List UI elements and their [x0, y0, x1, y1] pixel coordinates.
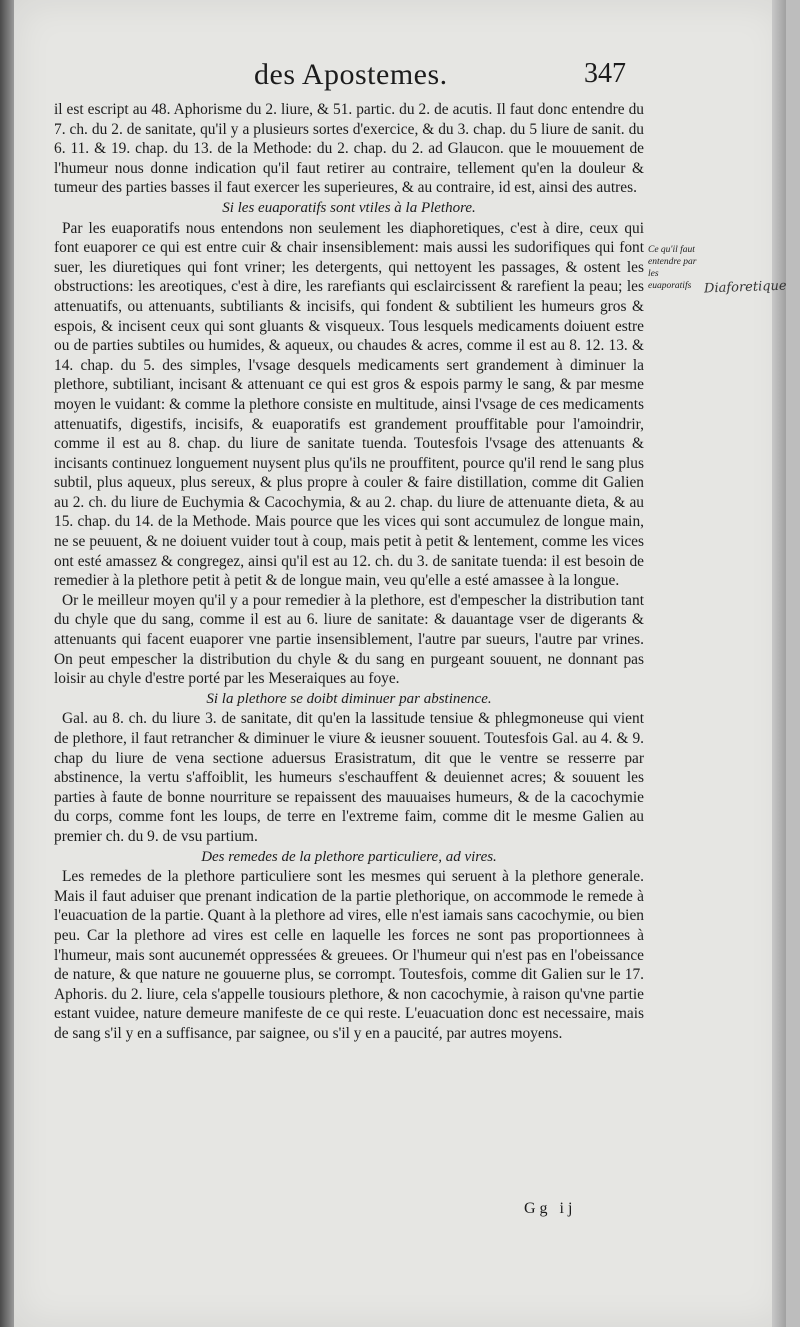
- margin-note: Ce qu'il faut entendre par les euaporatifs: [648, 245, 697, 291]
- page-edge: [772, 0, 786, 1327]
- page-number: 347: [584, 58, 626, 89]
- running-title: des Apostemes.: [254, 58, 448, 91]
- page-gutter: [0, 0, 14, 1327]
- main-text: [54, 100, 644, 1044]
- paragraph: Or le meilleur moyen qu'il y a pour remedier à la plethore, est d'empescher la distribution tant du chyle que du sang, comme il est au 6. liure de sanitate: & dauantage vser de digerants & attenuants qui facent euaporer vne partie insensiblement, l'autre par sueurs, l'autre par vrines. On peut empescher la distribution du chyle & du sang en purgeant souuent, ne donnant pas loisir au chyle d'estre porté par les Meseraiques au foye.: [54, 591, 644, 688]
- running-head: [54, 58, 654, 98]
- handwritten-annotation: Diaforetique: [703, 278, 787, 297]
- paragraph: il est escript au 48. Aphorisme du 2. liure, & 51. partic. du 2. de acutis. Il faut donc entendre du 7. ch. du 2. de sanitate, qu'il y a plusieurs sortes d'exercice, & du 3. chap. du 5 liure de sanit. du 6. 11. & 19. chap. du 13. de la Methode: du 2. chap. du 2. ad Glaucon. que le mouuement de l'humeur nous donne indication qu'il faut retirer au contraire, tellement qu'en la douleur & tumeur des parties basses il faut exercer les superieures, & au contraire, id est, ainsi des autres.: [54, 101, 644, 197]
- paragraph: Gal. au 8. ch. du liure 3. de sanitate, dit qu'en la lassitude tensiue & phlegmoneuse qui vient de plethore, il faut retrancher & diminuer le viure & ieusner souuent. Toutesfois Gal. au 4. & 9. chap du liure de vena sectione aduersus Erasistratum, dit que le ventre se resserre par abstinence, la vertu s'affoiblit, les humeurs s'eschauffent & deuiennet acres; & souuent les parties à faute de bonne nourriture se repaissent des mauuaises humeurs, & de la cacochymie du corps, comme font les loups, de terre en l'extreme faim, comme dit le mesme Galien au premier ch. du 9. de vsu partium.: [54, 710, 644, 845]
- section-heading: Si la plethore se doibt diminuer par abstinence.: [206, 690, 492, 707]
- signature-mark: Gg ij: [524, 1200, 577, 1217]
- paragraph: Par les euaporatifs nous entendons non seulement les diaphoretiques, c'est à dire, ceux qui font euaporer ce qui est entre cuir & chair insensiblement: mais aussi les sudorifiques qui font suer, les diuretiques qui font vriner; les detergents, qui nettoyent les passages, & ostent les obstructions: les areotiques, c'est à dire, les rarefiants qui esclaircissent & rarefient la peau; les attenuatifs, ou attenuants, subtiliants & incisifs, qui fondent & subtilient les humeurs gros & espois, & incisent ceux qui sont gluants & visqueux. Tous lesquels medicaments doiuent estre ou de parties subtiles ou humides, & aqueux, ou chaudes & acres, comme il est au 8. 12. 13. & 14. chap. du 5. des simples, l'vsage desquels medicaments sert grandement à diminuer la plethore, subtiliant, incisant & attenuant ce qui est gros & espois parmy le sang, & par mesme moyen le vuidant: & comme la plethore consiste en multitude, ainsi l'vsage de ces medicaments attenuatifs, digestifs, incisifs, & euaporatifs est grandement prouffitable pour l'amoindrir, comme il est au 8. chap. du liure de sanitate tuenda. Toutesfois l'vsage des attenuants & incisants continuez longuement nuysent plus qu'ils ne prouffitent, pource qu'il rend le sang plus subtil, plus aqueux, plus sereux, & plus propre à couler & faire distillation, comme dit Galien au 2. ch. du liure de Euchymia & Cacochymia, & au 2. chap. du liure de attenuante dieta, & au 15. chap. du 14. de la Methode. Mais pource que les vices qui sont accumulez de longue main, ne se peuuent, & ne doiuent vuider tout à coup, mais petit à petit & lentement, comme les vices ont esté amassez & congregez, ainsi qu'il est au 12. ch. du 3. de sanitate tuenda: il est besoin de remedier à la plethore petit à petit & de longue main, veu qu'elle a esté amassee à la longue.: [54, 219, 644, 590]
- book-page: [14, 0, 786, 1327]
- paragraph: Les remedes de la plethore particuliere sont les mesmes qui seruent à la plethore generale. Mais il faut aduiser que prenant indication de la partie plethorique, on accommode le remede à l'euacuation de la partie. Quant à la plethore ad vires, elle n'est iamais sans cacochymie, ou bien peu. Car la plethore ad vires est celle en laquelle les forces ne sont pas proportionnees à l'humeur, mais sont aucunemét oppressées & greuees. Or l'humeur qui n'est pas en l'obeissance de nature, & que nature ne gouuerne plus, se corrompt. Toutesfois, comme dit Galien sur le 17. Aphoris. du 2. liure, cela s'appelle tousiours plethore, & non cacochymie, à raison qu'vne partie estant vuidee, nature demeure manifeste de ce qui reste. L'euacuation donc est necessaire, mais de sang s'il y en a suffisance, par saignee, ou s'il y en a paucité, par autres moyens.: [54, 868, 644, 1042]
- section-heading: Des remedes de la plethore particuliere, ad vires.: [201, 848, 497, 865]
- section-heading: Si les euaporatifs sont vtiles à la Plethore.: [222, 199, 476, 216]
